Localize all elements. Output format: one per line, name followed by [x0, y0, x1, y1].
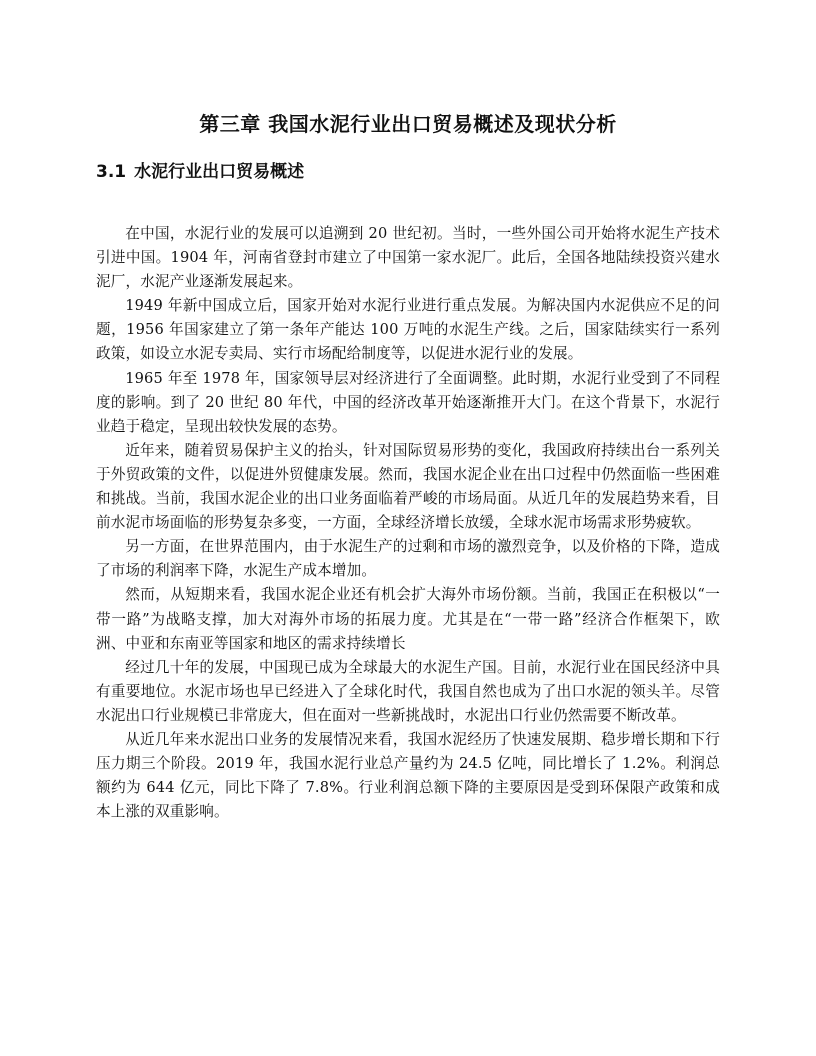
- section-title: 水泥行业出口贸易概述: [134, 162, 305, 182]
- paragraph: 经过几十年的发展，中国现已成为全球最大的水泥生产国。目前，水泥行业在国民经济中具有重要地位。水泥市场也早已经进入了全球化时代，我国自然也成为了出口水泥的领头羊。尽管水泥出口行业规模已非常庞大，但在面对一些新挑战时，水泥出口行业仍然需要不断改革。: [96, 658, 720, 724]
- paragraph: 近年来，随着贸易保护主义的抬头，针对国际贸易形势的变化，我国政府持续出台一系列关于外贸政策的文件，以促进外贸健康发展。然而，我国水泥企业在出口过程中仍然面临一些困难和挑战。当前，我国水泥企业的出口业务面临着严峻的市场局面。从近几年的发展趋势来看，目前水泥市场面临的形势复杂多变，一方面，全球经济增长放缓，全球水泥市场需求形势疲软。: [96, 441, 720, 532]
- paragraph: 从近几年来水泥出口业务的发展情况来看，我国水泥经历了快速发展期、稳步增长期和下行压力期三个阶段。2019 年，我国水泥行业总产量约为 24.5 亿吨，同比增长了 1.2%。利润总额约为 644 亿元，同比下降了 7.8%。行业利润总额下降的主要原因是受到环保限产政策和成本上涨的双重影响。: [96, 730, 720, 821]
- body-text: [96, 222, 720, 824]
- paragraph: 1949 年新中国成立后，国家开始对水泥行业进行重点发展。为解决国内水泥供应不足的问题，1956 年国家建立了第一条年产能达 100 万吨的水泥生产线。之后，国家陆续实行一系列政策，如设立水泥专卖局、实行市场配给制度等，以促进水泥行业的发展。: [96, 297, 720, 363]
- paragraph: 另一方面，在世界范围内，由于水泥生产的过剩和市场的激烈竞争，以及价格的下降，造成了市场的利润率下降，水泥生产成本增加。: [96, 538, 720, 580]
- section-number: 3.1: [96, 162, 127, 182]
- chapter-title: 第三章 我国水泥行业出口贸易概述及现状分析: [199, 112, 617, 136]
- paragraph: 1965 年至 1978 年，国家领导层对经济进行了全面调整。此时期，水泥行业受到了不同程度的影响。到了 20 世纪 80 年代，中国的经济改革开始逐渐推开大门。在这个背景下，水泥行业趋于稳定，呈现出较快发展的态势。: [96, 369, 720, 435]
- paragraph: 在中国，水泥行业的发展可以追溯到 20 世纪初。当时，一些外国公司开始将水泥生产技术引进中国。1904 年，河南省登封市建立了中国第一家水泥厂。此后，全国各地陆续投资兴建水泥厂，水泥产业逐渐发展起来。: [96, 225, 720, 291]
- section-heading: [96, 160, 304, 184]
- paragraph: 然而，从短期来看，我国水泥企业还有机会扩大海外市场份额。当前，我国正在积极以“一带一路”为战略支撑，加大对海外市场的拓展力度。尤其是在“一带一路”经济合作框架下，欧洲、中亚和东南亚等国家和地区的需求持续增长: [96, 586, 720, 652]
